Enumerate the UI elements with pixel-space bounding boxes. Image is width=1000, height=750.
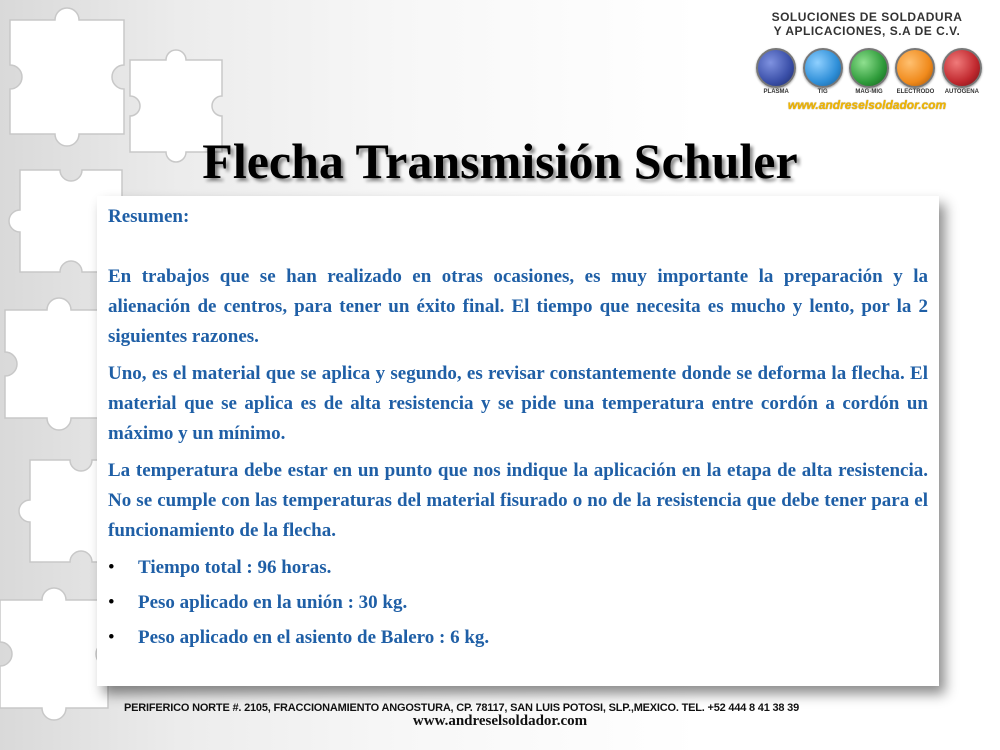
bullet-text: Peso aplicado en la unión : 30 kg. bbox=[138, 592, 408, 613]
bullet-symbol: • bbox=[108, 627, 115, 648]
bullet-item bbox=[108, 588, 928, 618]
process-label: MAG-MIG bbox=[855, 89, 883, 95]
paragraph-3: La temperatura debe estar en un punto que nos indique la aplicación en la etapa de alta resistencia. No se cumple con las temperaturas del material fisurado o no de la resistencia que debe tener para el funcionamiento de la flecha. bbox=[108, 460, 928, 541]
bullet-text: Tiempo total : 96 horas. bbox=[138, 557, 332, 578]
process-label: PLASMA bbox=[763, 89, 789, 95]
bullet-symbol: • bbox=[108, 592, 115, 613]
process-label: AUTOGENA bbox=[944, 89, 979, 95]
company-name-line1: SOLUCIONES DE SOLDADURA bbox=[771, 10, 963, 24]
process-electrode bbox=[895, 48, 935, 95]
company-logo bbox=[752, 8, 982, 116]
mig-icon bbox=[849, 48, 889, 88]
paragraph-2: Uno, es el material que se aplica y segundo, es revisar constantemente donde se deforma la flecha. El material que se aplica es de alta resistencia y se pide una temperatura entre cordón a cordón un máximo y un mínimo. bbox=[108, 363, 928, 444]
process-mig bbox=[849, 48, 889, 95]
paragraph-1: En trabajos que se han realizado en otras ocasiones, es muy importante la preparación y la alienación de centros, para tener un éxito final. El tiempo que necesita es mucho y lento, por la 2 siguientes razones. bbox=[108, 266, 928, 347]
process-label: TIG bbox=[817, 89, 828, 95]
logo-website: www.andreselsoldador.com bbox=[787, 98, 947, 112]
slide-title: Flecha Transmisión Schuler bbox=[202, 133, 798, 189]
footer-website: www.andreselsoldador.com bbox=[412, 713, 588, 729]
plasma-icon bbox=[756, 48, 796, 88]
content-box bbox=[97, 196, 939, 686]
footer-address: PERIFERICO NORTE #. 2105, FRACCIONAMIENTO ANGOSTURA, CP. 78117, SAN LUIS POTOSI, SLP.,MEXICO. TEL. +52 444 8 41 38 39 bbox=[124, 702, 800, 714]
company-name bbox=[752, 10, 982, 38]
process-autogen bbox=[942, 48, 982, 95]
bullet-item bbox=[108, 553, 928, 583]
bullet-list bbox=[108, 553, 928, 653]
autogen-icon bbox=[942, 48, 982, 88]
company-name-line2: Y APLICACIONES, S.A DE C.V. bbox=[773, 24, 961, 38]
summary-label: Resumen: bbox=[108, 206, 190, 227]
bullet-symbol: • bbox=[108, 557, 115, 578]
process-icons bbox=[756, 48, 982, 95]
process-tig bbox=[802, 48, 842, 95]
tig-icon bbox=[803, 48, 843, 88]
process-plasma bbox=[756, 48, 796, 95]
bullet-item bbox=[108, 623, 928, 653]
electrode-icon bbox=[895, 48, 935, 88]
process-label: ELECTRODO bbox=[896, 89, 935, 95]
bullet-text: Peso aplicado en el asiento de Balero : 6 kg. bbox=[138, 627, 490, 648]
